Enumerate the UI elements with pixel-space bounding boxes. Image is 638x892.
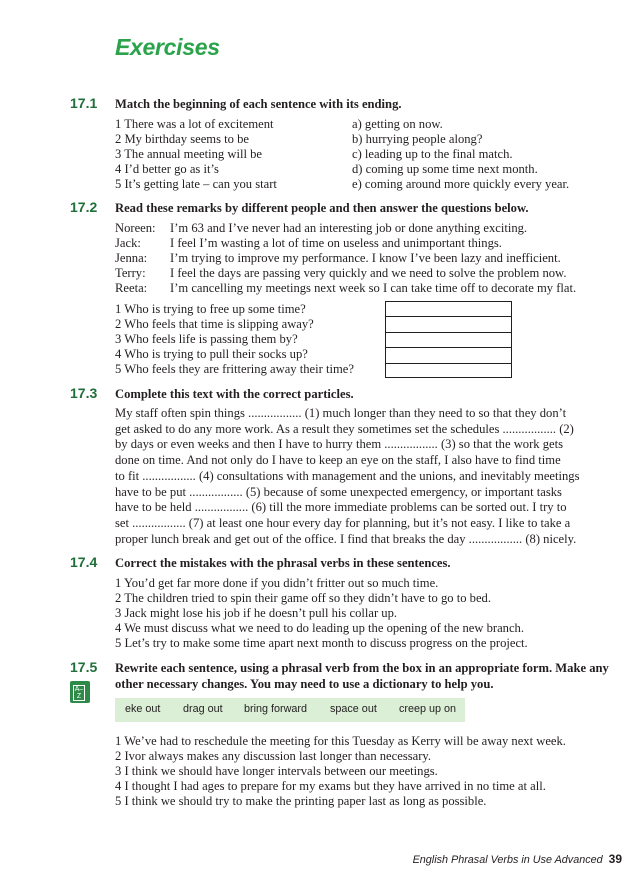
speaker-remark: I feel the days are passing very quickly and we need to solve the problem now. bbox=[170, 266, 567, 280]
question: 5 Who feels they are frittering away their time? bbox=[115, 362, 354, 376]
box-item: bring forward bbox=[244, 703, 308, 715]
text-line: have to be put ................. (5) because of some unexpected emergency, or important tasks bbox=[115, 484, 562, 499]
speaker-remark: I’m cancelling my meetings next week so I can take time off to decorate my flat. bbox=[170, 281, 577, 295]
exercise-number: 17.3 bbox=[70, 385, 98, 401]
sentence-beginning: 2 My birthday seems to be bbox=[115, 132, 249, 146]
box-item: space out bbox=[330, 703, 377, 715]
answer-cell[interactable] bbox=[386, 364, 511, 379]
speaker-name: Reeta: bbox=[115, 281, 148, 295]
answer-cell[interactable] bbox=[386, 302, 511, 317]
text-line: get asked to do any more work. As a result they sometimes set the schedules ................. (2) bbox=[115, 421, 574, 436]
speaker-remark: I feel I’m wasting a lot of time on useless and unimportant things. bbox=[170, 236, 502, 250]
speaker-name: Jenna: bbox=[115, 251, 148, 265]
sentence-beginning: 3 The annual meeting will be bbox=[115, 147, 263, 161]
sentence: 1 We’ve had to reschedule the meeting for this Tuesday as Kerry will be away next week. bbox=[115, 734, 566, 748]
exercise-number: 17.4 bbox=[70, 554, 98, 570]
sentence: 5 Let’s try to make some time apart next month to discuss progress on the project. bbox=[115, 636, 528, 650]
sentence: 1 You’d get far more done if you didn’t fritter out so much time. bbox=[115, 576, 439, 590]
sentence: 2 The children tried to spin their game off so they didn’t have to go to bed. bbox=[115, 591, 491, 605]
sentence-beginning: 4 I’d better go as it’s bbox=[115, 162, 219, 176]
sentence-ending: a) getting on now. bbox=[352, 117, 443, 131]
box-item: drag out bbox=[183, 703, 223, 715]
answer-cell[interactable] bbox=[386, 333, 511, 348]
sentence-ending: e) coming around more quickly every year. bbox=[352, 177, 570, 191]
question: 2 Who feels that time is slipping away? bbox=[115, 317, 314, 331]
sentence: 4 I thought I had ages to prepare for my exams but they have arrived in no time at all. bbox=[115, 779, 546, 793]
question: 3 Who feels life is passing them by? bbox=[115, 332, 298, 346]
sentence-ending: b) hurrying people along? bbox=[352, 132, 483, 146]
sentence: 3 I think we should have longer intervals between our meetings. bbox=[115, 764, 438, 778]
sentence-ending: d) coming up some time next month. bbox=[352, 162, 538, 176]
box-item: creep up on bbox=[399, 703, 457, 715]
exercise-number: 17.1 bbox=[70, 95, 98, 111]
dictionary-icon: A–Z bbox=[70, 681, 90, 703]
text-line: My staff often spin things ................. (1) much longer than they need to so that they don’t bbox=[115, 406, 567, 420]
sentence: 3 Jack might lose his job if he doesn’t pull his collar up. bbox=[115, 606, 398, 620]
sentence: 4 We must discuss what we need to do leading up the opening of the new branch. bbox=[115, 621, 525, 635]
answer-cell[interactable] bbox=[386, 317, 511, 332]
text-line: to fit ................. (4) consultations with management and the unions, and inevitably meetings bbox=[115, 468, 580, 483]
page-footer bbox=[413, 852, 622, 866]
page-number: 39 bbox=[608, 852, 622, 866]
sentence-beginning: 5 It’s getting late – can you start bbox=[115, 177, 277, 191]
question: 1 Who is trying to free up some time? bbox=[115, 302, 306, 316]
answer-grid bbox=[385, 301, 512, 378]
book-title: English Phrasal Verbs in Use Advanced bbox=[412, 854, 603, 866]
exercise-instruction: Correct the mistakes with the phrasal verbs in these sentences. bbox=[115, 556, 451, 570]
speaker-name: Noreen: bbox=[115, 221, 156, 235]
exercise-instruction: Match the beginning of each sentence with its ending. bbox=[115, 97, 402, 111]
exercise-instruction: Read these remarks by different people and then answer the questions below. bbox=[115, 201, 529, 215]
text-line: set ................. (7) at least one hour every day for planning, but it’s not easy. I like to take a bbox=[115, 515, 571, 530]
phrasal-verb-box bbox=[115, 698, 465, 722]
speaker-name: Jack: bbox=[115, 236, 141, 250]
sentence-beginning: 1 There was a lot of excitement bbox=[115, 117, 274, 131]
text-line: have to be held ................. (6) till the more immediate problems can be sorted out. I try to bbox=[115, 500, 567, 515]
text-line: done on time. And not only do I have to keep an eye on the staff, I also have to find time bbox=[115, 453, 561, 468]
sentence: 2 Ivor always makes any discussion last longer than necessary. bbox=[115, 749, 432, 763]
text-line: by days or even weeks and then I have to hurry them ................. (3) so that the work gets bbox=[115, 437, 564, 452]
exercise-number: 17.2 bbox=[70, 199, 98, 215]
exercise-number: 17.5 bbox=[70, 659, 98, 675]
speaker-remark: I’m trying to improve my performance. I know I’ve been lazy and inefficient. bbox=[170, 251, 561, 265]
answer-cell[interactable] bbox=[386, 348, 511, 363]
sentence: 5 I think we should try to make the printing paper last as long as possible. bbox=[115, 794, 487, 808]
speaker-name: Terry: bbox=[115, 266, 146, 280]
text-line: proper lunch break and get out of the office. I find that breaks the day ................. (8) nicely. bbox=[115, 531, 577, 546]
box-item: eke out bbox=[125, 703, 161, 715]
speaker-remark: I’m 63 and I’ve never had an interesting job or done anything exciting. bbox=[170, 221, 528, 235]
page-title: Exercises bbox=[115, 34, 220, 60]
exercise-instruction: Rewrite each sentence, using a phrasal verb from the box in an appropriate form. Make any other necessary changes. You may need to use a dictionary to help you. bbox=[115, 661, 609, 691]
sentence-ending: c) leading up to the final match. bbox=[352, 147, 513, 161]
question: 4 Who is trying to pull their socks up? bbox=[115, 347, 308, 361]
exercise-instruction: Complete this text with the correct particles. bbox=[115, 387, 354, 401]
